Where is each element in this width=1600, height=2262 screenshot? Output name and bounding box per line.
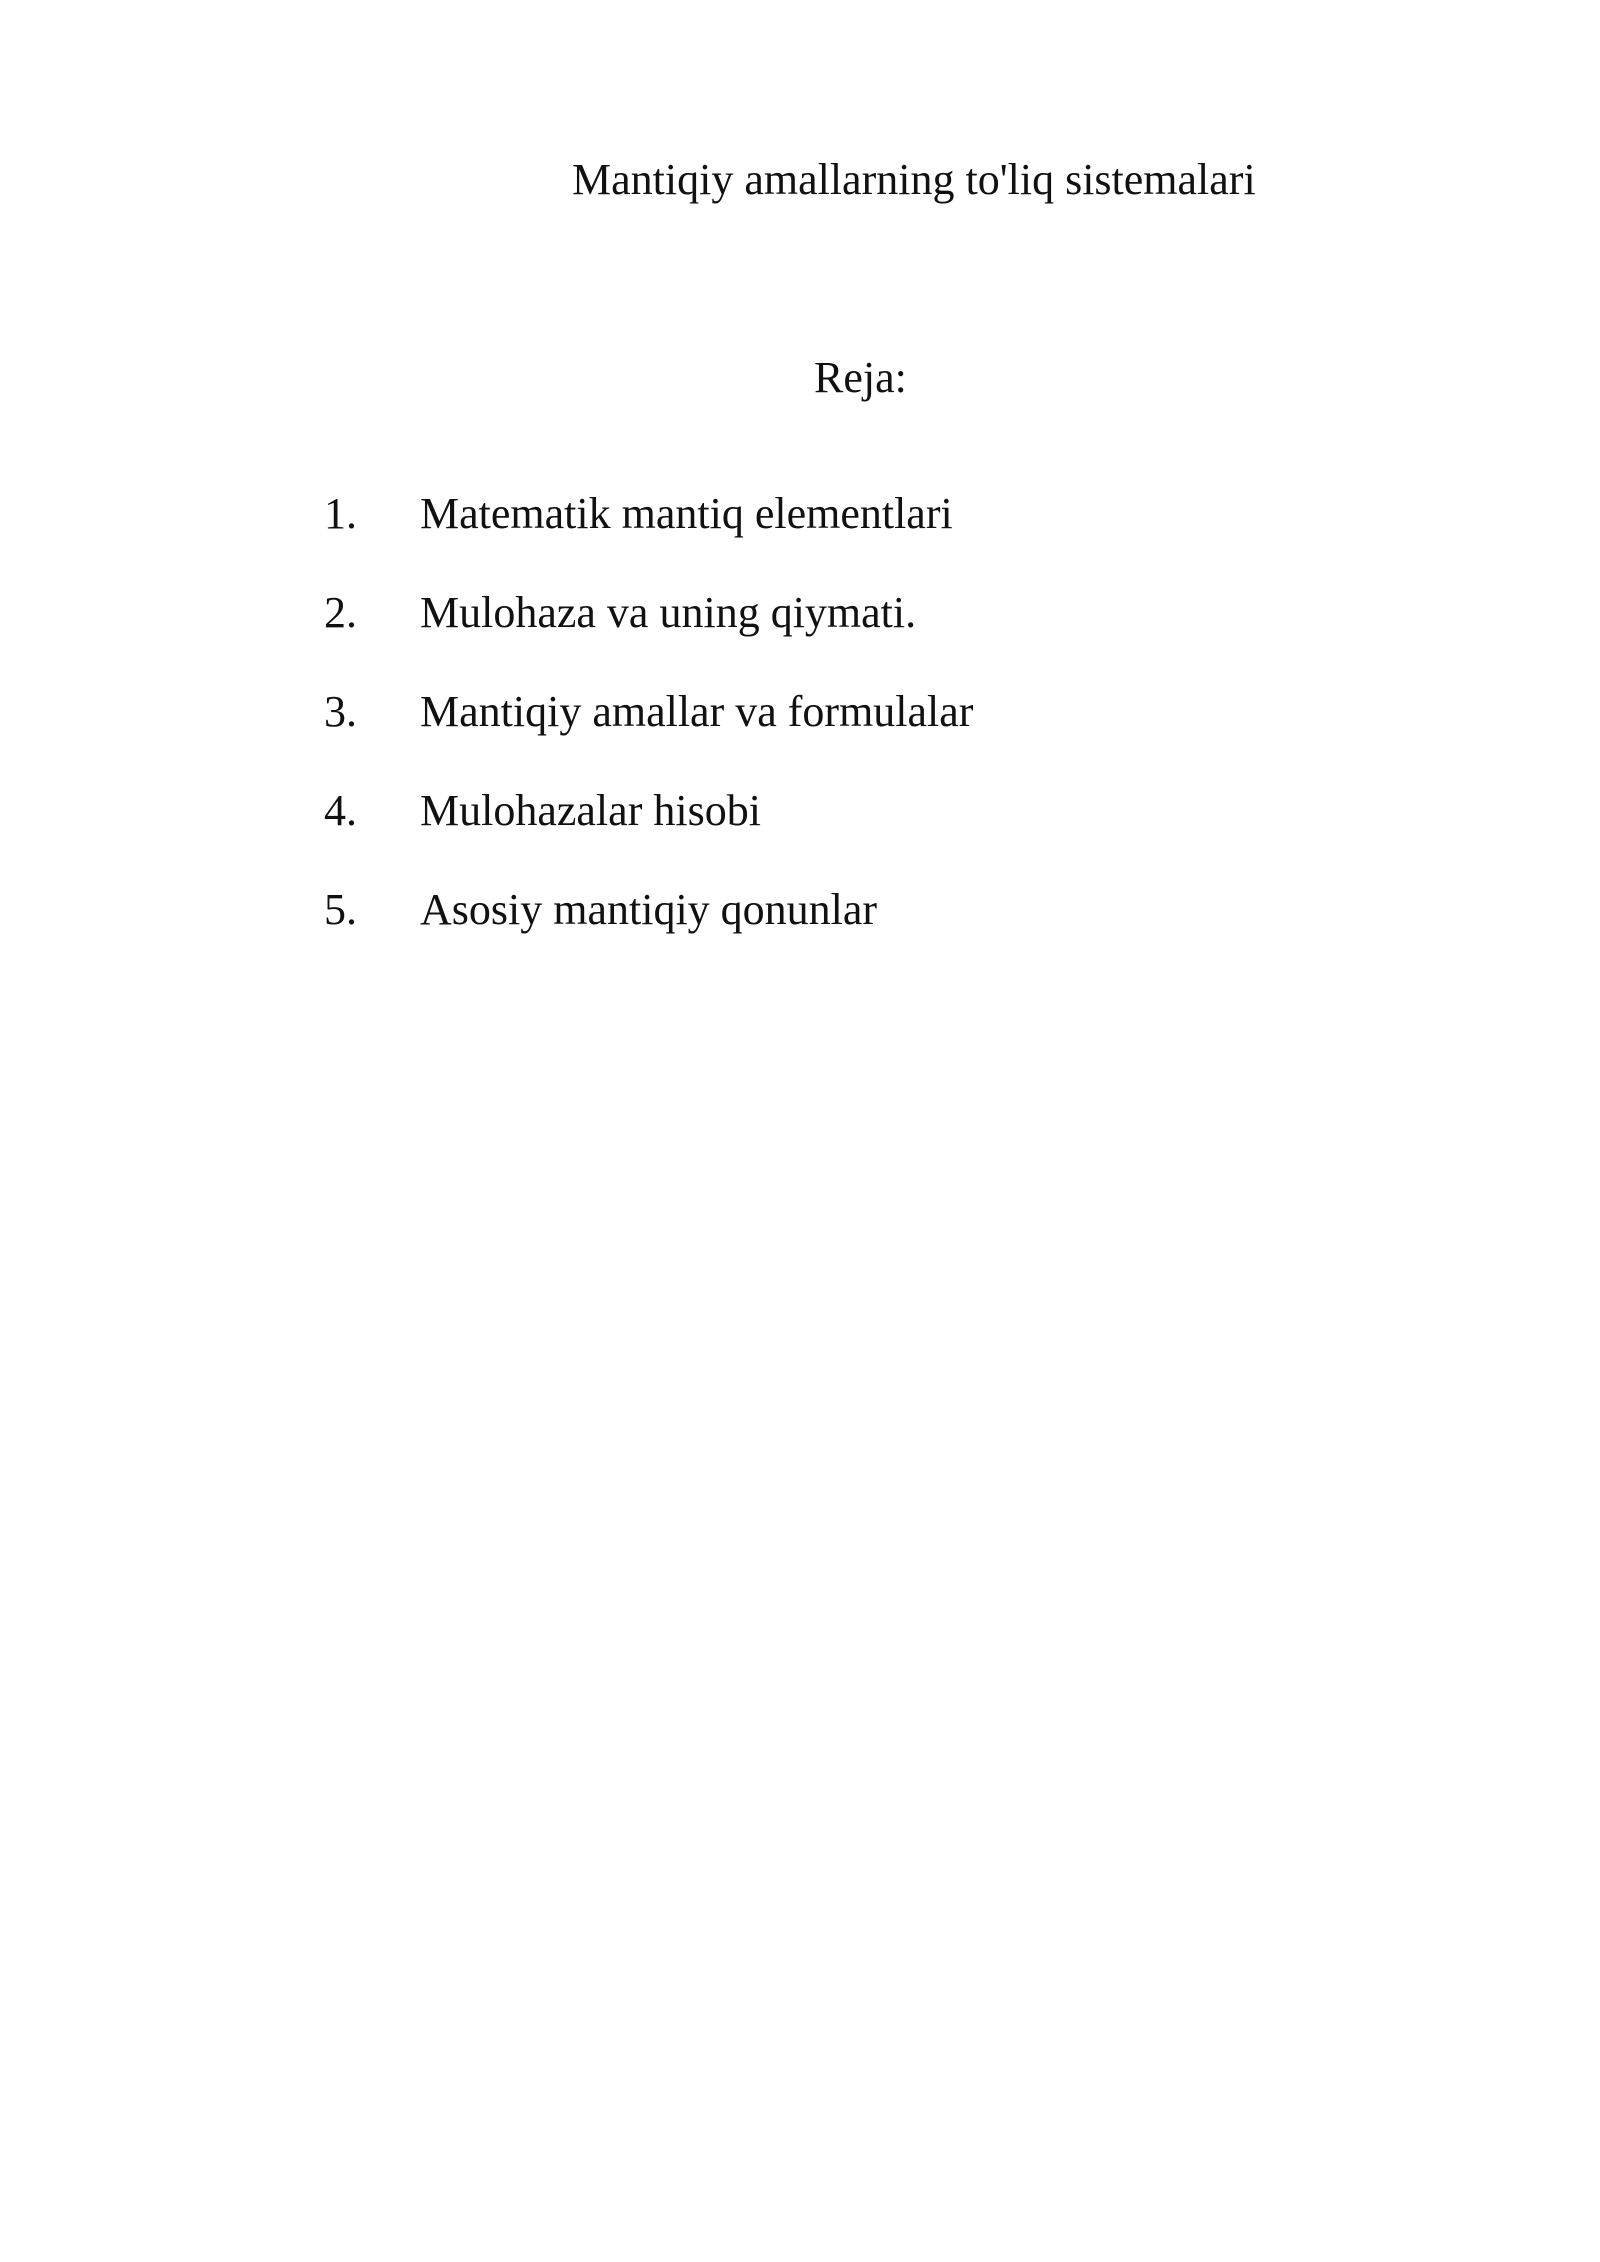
plan-heading: Reja: [814,353,907,402]
plan-item-text: Asosiy mantiqiy qonunlar [420,885,878,934]
plan-item-number: 1. [324,489,357,538]
plan-item [324,781,973,880]
document-title: Mantiqiy amallarning to'liq sistemalari [572,155,1256,204]
plan-item-number: 4. [324,786,357,835]
plan-item-number: 3. [324,687,357,736]
plan-item [324,880,973,979]
plan-item-text: Mantiqiy amallar va formulalar [420,687,974,736]
plan-list [324,484,973,979]
plan-item [324,484,973,583]
plan-item-number: 2. [324,588,357,637]
plan-item-number: 5. [324,885,357,934]
plan-item [324,682,973,781]
plan-item-text: Matematik mantiq elementlari [420,489,953,538]
plan-item-text: Mulohazalar hisobi [420,786,761,835]
plan-item-text: Mulohaza va uning qiymati. [420,588,917,637]
plan-item [324,583,973,682]
